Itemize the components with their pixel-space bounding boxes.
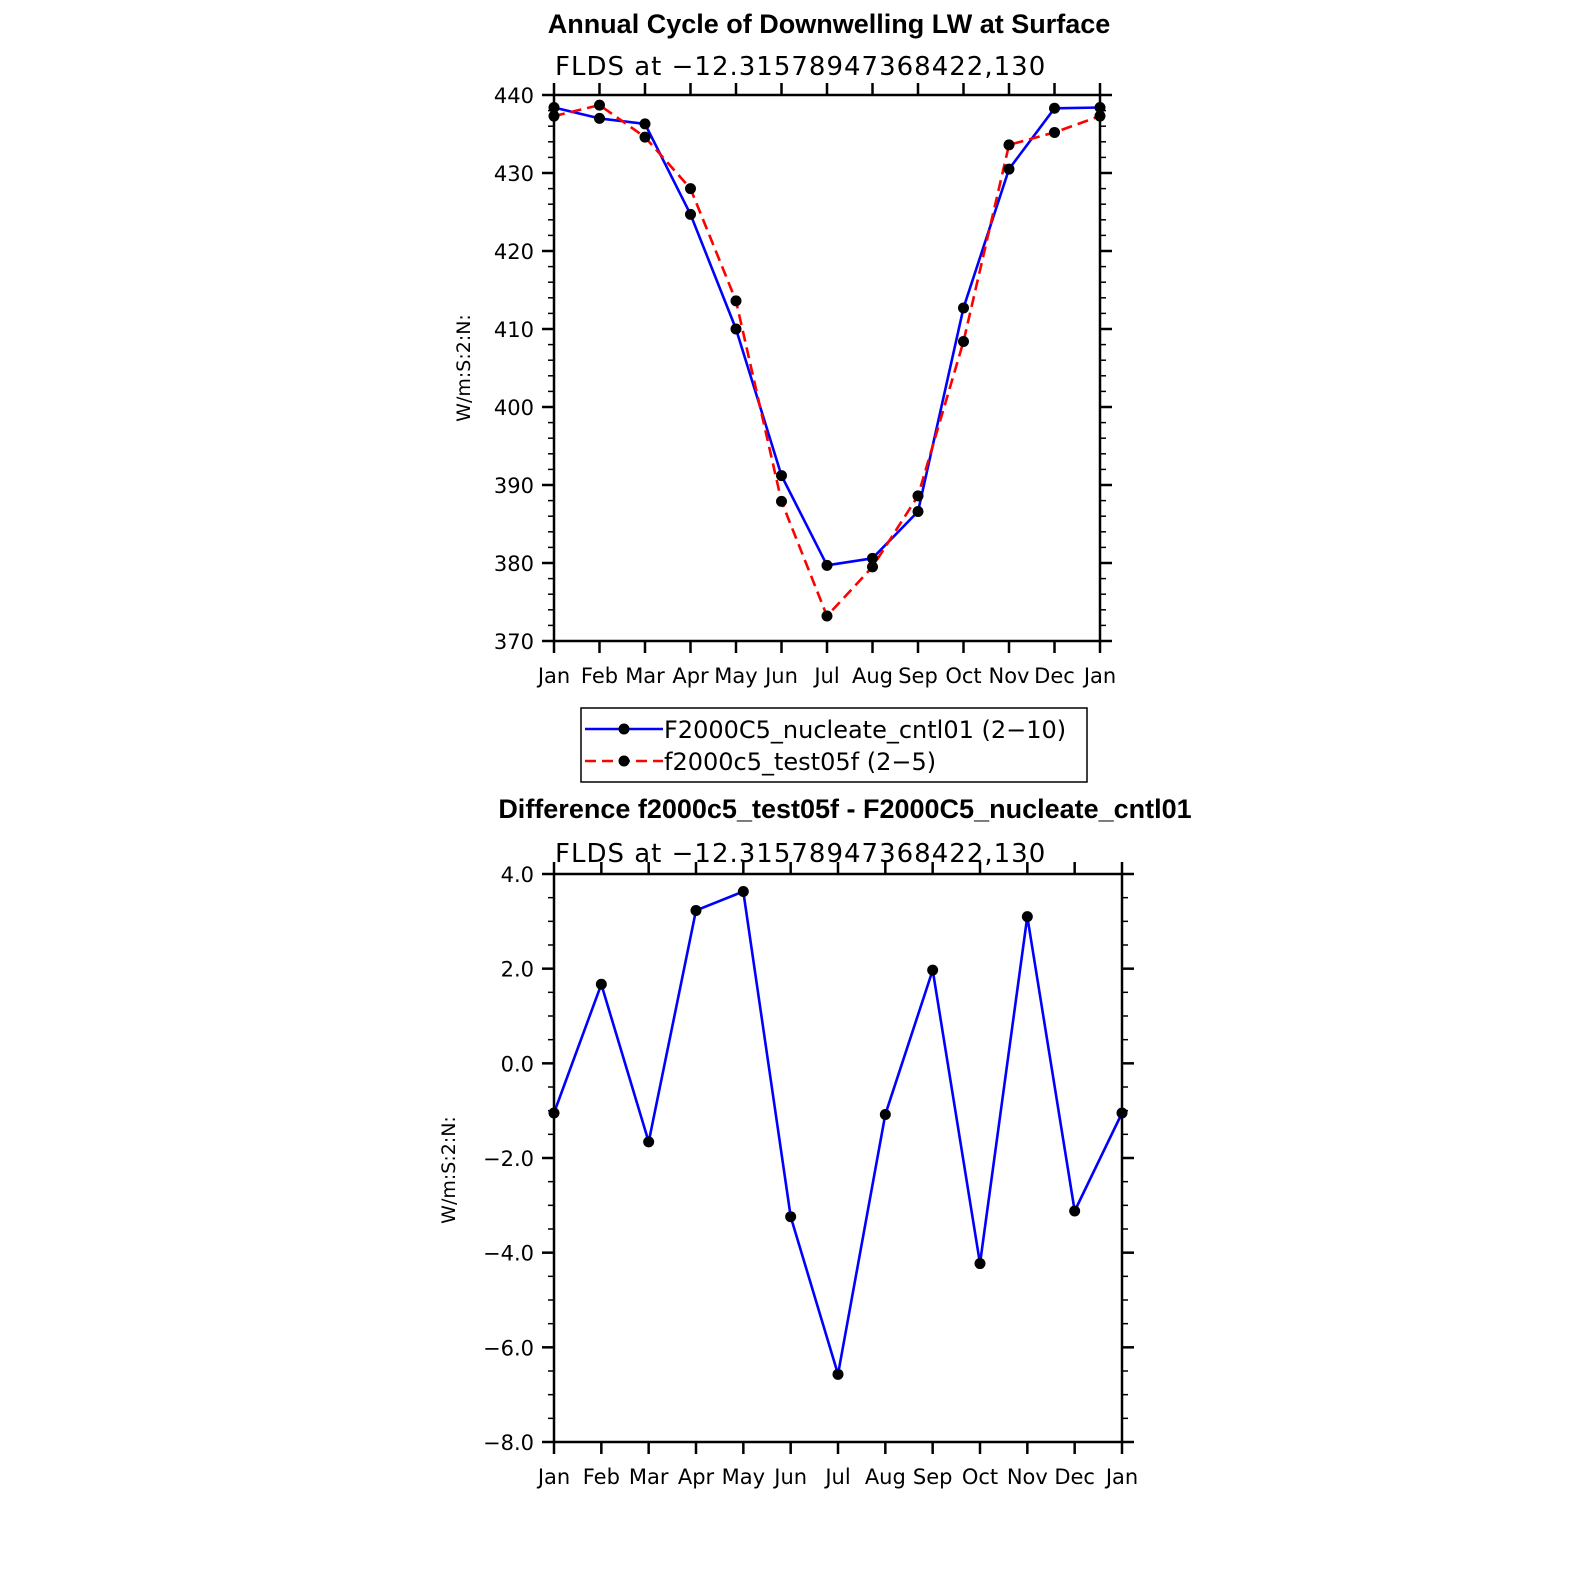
legend-label-cntl: F2000C5_nucleate_cntl01 (2−10) bbox=[664, 716, 1067, 744]
series-line-0 bbox=[554, 108, 1100, 566]
x-tick-label: Jul bbox=[825, 1465, 851, 1489]
y-tick-label: −8.0 bbox=[483, 1431, 534, 1455]
y-tick-label: 0.0 bbox=[500, 1052, 534, 1077]
x-tick-label: Oct bbox=[945, 664, 982, 688]
data-point-0 bbox=[927, 965, 938, 976]
y-tick-label: 390 bbox=[493, 474, 534, 498]
data-point-0 bbox=[1022, 911, 1033, 922]
data-point-0 bbox=[1004, 164, 1015, 175]
y-tick-label: 430 bbox=[493, 162, 534, 186]
y-tick-labels bbox=[494, 84, 534, 654]
series-line-1 bbox=[554, 105, 1100, 616]
data-point-1 bbox=[685, 183, 696, 194]
data-point-1 bbox=[731, 295, 742, 306]
data-point-0 bbox=[1069, 1206, 1080, 1217]
data-point-0 bbox=[1117, 1108, 1128, 1119]
y-tick-label: −4.0 bbox=[483, 1241, 534, 1266]
data-point-0 bbox=[685, 209, 696, 220]
x-tick-labels bbox=[536, 1465, 1138, 1489]
y-axis-label: W/m:S:2:N: bbox=[438, 1116, 460, 1224]
x-tick-label: Apr bbox=[677, 1465, 715, 1489]
x-tick-label: Sep bbox=[912, 1465, 953, 1489]
plot-frame bbox=[554, 95, 1100, 641]
x-tick-label: Jul bbox=[814, 664, 840, 688]
x-tick-label: Sep bbox=[898, 664, 938, 688]
chart-subtitle: FLDS at −12.31578947368422,130 bbox=[555, 839, 1047, 869]
y-tick-label: 2.0 bbox=[500, 957, 534, 982]
x-tick-labels bbox=[536, 664, 1116, 688]
data-point-1 bbox=[640, 132, 651, 143]
data-point-1 bbox=[913, 490, 924, 501]
x-tick-label: Aug bbox=[864, 1465, 906, 1489]
data-point-0 bbox=[880, 1109, 891, 1120]
y-tick-label: 410 bbox=[493, 318, 534, 342]
data-point-0 bbox=[731, 324, 742, 335]
series-line-0 bbox=[554, 892, 1122, 1375]
x-tick-label: Apr bbox=[672, 664, 709, 688]
x-tick-label: Jan bbox=[537, 664, 571, 688]
data-point-1 bbox=[822, 611, 833, 622]
x-tick-label: Aug bbox=[851, 664, 894, 688]
data-point-0 bbox=[643, 1136, 654, 1147]
legend-label-test: f2000c5_test05f (2−5) bbox=[664, 748, 937, 776]
data-point-1 bbox=[867, 561, 878, 572]
x-tick-label: Mar bbox=[625, 664, 665, 688]
data-point-0 bbox=[1049, 103, 1060, 114]
data-point-0 bbox=[958, 302, 969, 313]
x-tick-label: Mar bbox=[628, 1465, 669, 1489]
data-point-0 bbox=[913, 506, 924, 517]
chart-subtitle: FLDS at −12.31578947368422,130 bbox=[555, 52, 1047, 82]
data-point-0 bbox=[691, 905, 702, 916]
data-point-0 bbox=[640, 118, 651, 129]
x-tick-label: Jun bbox=[765, 664, 798, 688]
y-tick-label: −2.0 bbox=[483, 1147, 534, 1171]
data-point-0 bbox=[776, 470, 787, 481]
data-point-1 bbox=[594, 100, 605, 111]
plot-border bbox=[554, 874, 1122, 1442]
plot-border bbox=[554, 95, 1100, 641]
data-point-0 bbox=[822, 560, 833, 571]
chart-title: Difference f2000c5_test05f - F2000C5_nucleate_cntl01 bbox=[498, 794, 1192, 824]
series-lines bbox=[554, 105, 1100, 616]
data-point-0 bbox=[833, 1369, 844, 1380]
x-tick-label: May bbox=[714, 664, 758, 688]
data-point-0 bbox=[785, 1211, 796, 1222]
x-tick-label: Jan bbox=[1083, 664, 1117, 688]
data-point-1 bbox=[958, 336, 969, 347]
difference-chart bbox=[438, 794, 1192, 1489]
data-point-1 bbox=[776, 496, 787, 507]
data-point-0 bbox=[594, 113, 605, 124]
data-point-1 bbox=[549, 111, 560, 122]
y-axis-label: W/m:S:2:N: bbox=[453, 314, 475, 422]
data-point-0 bbox=[596, 979, 607, 990]
series-markers bbox=[549, 100, 1106, 622]
data-point-0 bbox=[549, 1108, 560, 1119]
chart-title: Annual Cycle of Downwelling LW at Surface bbox=[547, 9, 1111, 39]
plot-frame bbox=[554, 874, 1122, 1442]
x-tick-label: Nov bbox=[1006, 1465, 1048, 1489]
legend-marker-cntl bbox=[619, 724, 630, 735]
y-tick-label: 370 bbox=[493, 630, 534, 654]
y-tick-label: 380 bbox=[493, 552, 534, 576]
legend-marker-test bbox=[619, 756, 630, 767]
data-point-1 bbox=[1095, 111, 1106, 122]
data-point-0 bbox=[975, 1258, 986, 1269]
x-tick-label: May bbox=[721, 1465, 766, 1489]
x-tick-label: Nov bbox=[988, 664, 1030, 688]
x-tick-label: Jun bbox=[774, 1465, 808, 1489]
y-tick-label: 400 bbox=[493, 396, 534, 420]
axis-ticks bbox=[542, 862, 1134, 1454]
annual-cycle-chart bbox=[453, 9, 1116, 688]
series-markers bbox=[549, 886, 1128, 1380]
data-point-1 bbox=[1004, 139, 1015, 150]
x-tick-label: Oct bbox=[961, 1465, 999, 1489]
y-tick-label: 420 bbox=[493, 240, 534, 264]
data-point-1 bbox=[1049, 127, 1060, 138]
x-tick-label: Jan bbox=[1105, 1465, 1139, 1489]
y-tick-label: −6.0 bbox=[483, 1336, 534, 1361]
y-tick-label: 4.0 bbox=[500, 863, 534, 887]
y-tick-labels bbox=[483, 863, 534, 1455]
legend bbox=[581, 708, 1087, 782]
data-point-0 bbox=[738, 886, 749, 897]
x-tick-label: Feb bbox=[582, 1465, 620, 1489]
y-tick-label: 440 bbox=[493, 84, 534, 108]
x-tick-label: Dec bbox=[1034, 664, 1075, 688]
x-tick-label: Dec bbox=[1054, 1465, 1095, 1489]
x-tick-label: Jan bbox=[537, 1465, 571, 1489]
x-tick-label: Feb bbox=[580, 664, 619, 688]
series-lines bbox=[554, 892, 1122, 1375]
